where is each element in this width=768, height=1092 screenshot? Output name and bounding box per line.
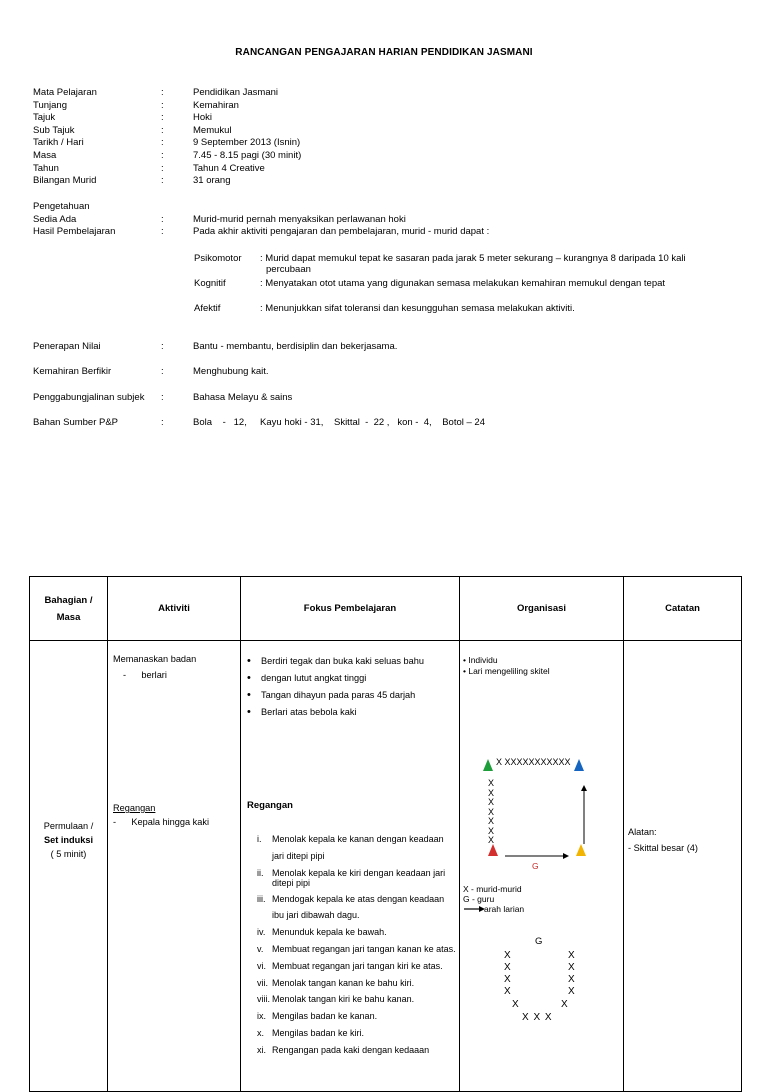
table-header-row — [30, 577, 742, 641]
direction-arrows-icon — [460, 641, 620, 871]
list-text: Membuat regangan jari tangan kanan ke atas. — [272, 943, 456, 954]
info-value: Kemahiran — [193, 99, 239, 111]
list-item — [247, 1042, 457, 1059]
penggabungjalinan-value: Bahasa Melayu & sains — [193, 392, 293, 403]
info-label: Mata Pelajaran — [33, 87, 97, 98]
list-item — [247, 831, 457, 865]
bahan-value: Bola - 12, Kayu hoki - 31, Skittal - 22 , kon - 4, Botol – 24 — [193, 417, 485, 428]
list-item — [247, 958, 457, 975]
list-item: • dengan lutut angkat tinggi — [247, 670, 452, 687]
hasil-value: Pada akhir aktiviti pengajaran dan pembelajaran, murid - murid dapat : — [193, 226, 490, 237]
info-label: Masa — [33, 150, 57, 161]
student-mark: X — [568, 962, 575, 973]
colon: : — [161, 214, 164, 225]
org-bullet-2: • Lari mengeliling skitel — [463, 666, 550, 676]
list-text: Mendogak kepala ke atas dengan keadaan ibu jari dibawah dagu. — [272, 893, 445, 921]
arrow-right-icon — [464, 905, 486, 913]
org-bullet-text: Lari mengeliling skitel — [468, 666, 550, 676]
teacher-mark: G — [535, 936, 543, 947]
list-item — [247, 1025, 457, 1042]
domain-key: Psikomotor — [194, 253, 242, 264]
pengetahuan-label: Pengetahuan — [33, 201, 90, 212]
header-catatan: Catatan — [624, 577, 742, 641]
penerapan-label: Penerapan Nilai — [33, 341, 101, 352]
aktiviti-2: Regangan — [113, 803, 156, 813]
aktiviti-1-sub: - berlari — [123, 670, 167, 680]
list-text: Mengilas badan ke kiri. — [272, 1027, 365, 1038]
org-bullet-1: • Individu — [463, 655, 498, 665]
student-mark: X — [488, 816, 495, 826]
student-mark: X — [504, 950, 511, 961]
info-label: Tunjang — [33, 99, 67, 111]
list-number: v. — [257, 943, 264, 954]
list-number: xi. — [257, 1044, 266, 1055]
extra-block — [33, 341, 733, 431]
student-mark: X — [504, 962, 511, 973]
info-label: Tahun — [33, 162, 59, 174]
list-text: Rengangan pada kaki dengan kedaaan — [272, 1044, 430, 1055]
list-item — [247, 975, 457, 992]
student-mark: X — [512, 999, 519, 1010]
list-number: ii. — [257, 867, 264, 878]
info-label: Sub Tajuk — [33, 124, 75, 136]
list-text: Menolak tangan kanan ke bahu kiri. — [272, 977, 415, 988]
legend-direction: arah larian — [484, 904, 525, 914]
student-mark: X — [488, 806, 495, 817]
fokus-list — [247, 653, 452, 721]
list-text: Menolak kepala ke kiri dengan keadaan jari ditepi pipi — [272, 867, 446, 888]
header-aktiviti: Aktiviti — [108, 577, 241, 641]
domain-value — [260, 253, 700, 275]
catatan-label: Alatan: — [628, 827, 657, 837]
bottom-row-students: X X X — [522, 1012, 553, 1023]
list-text: Membuat regangan jari tangan kiri ke atas. — [272, 960, 443, 971]
legend-students: X - murid-murid — [463, 884, 522, 894]
bahagian-line: Set induksi — [43, 835, 93, 845]
info-label: Tajuk — [33, 112, 56, 124]
list-number: vi. — [257, 960, 266, 971]
list-text: Menolak tangan kiri ke bahu kanan. — [272, 994, 415, 1005]
domain-key: Kognitif — [194, 278, 226, 289]
domain-kognitif — [194, 278, 714, 290]
regangan-list — [247, 831, 457, 1059]
student-mark: X — [504, 986, 511, 997]
list-text: Menolak kepala ke kanan dengan keadaan jari ditepi pipi — [272, 834, 444, 861]
colon: : — [161, 87, 164, 98]
org-bullet-text: Individu — [468, 655, 498, 665]
colon: : — [161, 112, 164, 124]
info-value: Memukul — [193, 124, 232, 136]
list-number: iii. — [257, 893, 266, 904]
colon: : — [161, 124, 164, 136]
info-value: Tahun 4 Creative — [193, 162, 265, 174]
list-number: iv. — [257, 927, 266, 938]
info-value: 31 orang — [193, 175, 231, 187]
domain-psikomotor — [194, 253, 714, 277]
student-mark: X — [488, 835, 495, 845]
list-item — [247, 941, 457, 958]
student-mark: X — [488, 797, 495, 807]
sedia-ada-value: Murid-murid pernah menyaksikan perlawanan hoki — [193, 214, 406, 225]
list-number: i. — [257, 834, 262, 844]
student-mark: X — [568, 974, 575, 985]
colon: : — [161, 137, 164, 149]
domain-text: : Menyatakan otot utama yang digunakan semasa melakukan kemahiran memukul dengan tepat — [260, 278, 666, 289]
info-value: 7.45 - 8.15 pagi (30 minit) — [193, 150, 302, 161]
header-text: Bahagian / Masa — [44, 594, 93, 623]
list-item — [247, 1008, 457, 1025]
list-item — [247, 924, 457, 941]
info-label: Tarikh / Hari — [33, 137, 84, 149]
list-item — [247, 891, 457, 925]
penggabungjalinan-label: Penggabungjalinan subjek — [33, 392, 145, 403]
header-bahagian — [30, 577, 108, 641]
colon: : — [161, 175, 164, 187]
aktiviti-2-sub: - Kepala hingga kaki — [113, 817, 210, 827]
info-value: 9 September 2013 (Isnin) — [193, 137, 301, 149]
domain-key: Afektif — [194, 303, 221, 314]
student-mark: X — [504, 974, 511, 985]
list-number: ix. — [257, 1011, 266, 1022]
info-value: Pendidikan Jasmani — [193, 87, 279, 98]
domain-afektif — [194, 303, 714, 315]
top-row-students: X XXXXXXXXXXX — [496, 757, 571, 767]
student-mark: X — [561, 999, 568, 1010]
student-mark: X — [568, 986, 575, 997]
student-mark: X — [568, 950, 575, 961]
regangan-title: Regangan — [247, 800, 293, 811]
header-fokus: Fokus Pembelajaran — [241, 577, 460, 641]
info-block — [33, 87, 733, 197]
sedia-ada-label: Sedia Ada — [33, 214, 77, 225]
info-label: Bilangan Murid — [33, 175, 97, 187]
student-mark: X — [488, 787, 495, 798]
bahan-label: Bahan Sumber P&P — [33, 417, 119, 428]
colon: : — [161, 150, 164, 161]
colon: : — [161, 226, 164, 237]
penerapan-value: Bantu - membantu, berdisiplin dan bekerjasama. — [193, 341, 398, 352]
list-number: vii. — [257, 977, 268, 988]
student-mark: X — [488, 778, 495, 788]
aktiviti-1: Memanaskan badan — [113, 654, 197, 664]
colon: : — [161, 366, 164, 377]
header-organisasi: Organisasi — [460, 577, 624, 641]
page-title: RANCANGAN PENGAJARAN HARIAN PENDIDIKAN JASMANI — [235, 47, 533, 58]
bahagian-line: ( 5 minit) — [50, 849, 87, 859]
list-item: • Berdiri tegak dan buka kaki seluas bahu — [247, 653, 452, 670]
hasil-label: Hasil Pembelajaran — [33, 226, 116, 237]
list-item — [247, 991, 457, 1008]
kemahiran-label: Kemahiran Berfikir — [33, 366, 112, 377]
list-item: • Berlari atas bebola kaki — [247, 704, 452, 721]
list-item: • Tangan dihayun pada paras 45 darjah — [247, 687, 452, 704]
colon: : — [161, 162, 164, 174]
list-text: Mengilas badan ke kanan. — [272, 1011, 378, 1022]
bahagian-line: Permulaan / — [43, 821, 94, 831]
lesson-table — [29, 576, 742, 1092]
learning-block — [33, 201, 733, 241]
list-number: viii. — [257, 994, 270, 1005]
legend-teacher: G - guru — [463, 894, 495, 904]
list-text: Menunduk kepala ke bawah. — [272, 927, 387, 938]
list-number: x. — [257, 1027, 265, 1038]
colon: : — [161, 341, 164, 352]
catatan-item: - Skittal besar (4) — [628, 843, 698, 853]
domain-text-cont: percubaan — [266, 264, 311, 275]
info-value: Hoki — [193, 112, 213, 124]
domain-text: : Murid dapat memukul tepat ke sasaran pada jarak 5 meter sekurang – kurangnya 8 daripada 10 kali — [260, 253, 686, 264]
colon: : — [161, 99, 164, 111]
student-mark: X — [488, 825, 495, 836]
list-item — [247, 865, 457, 891]
teacher-mark: G — [532, 861, 539, 871]
colon: : — [161, 392, 164, 403]
domain-text: : Menunjukkan sifat toleransi dan kesungguhan semasa melakukan aktiviti. — [260, 303, 575, 314]
colon: : — [161, 417, 164, 428]
kemahiran-value: Menghubung kait. — [193, 366, 269, 377]
